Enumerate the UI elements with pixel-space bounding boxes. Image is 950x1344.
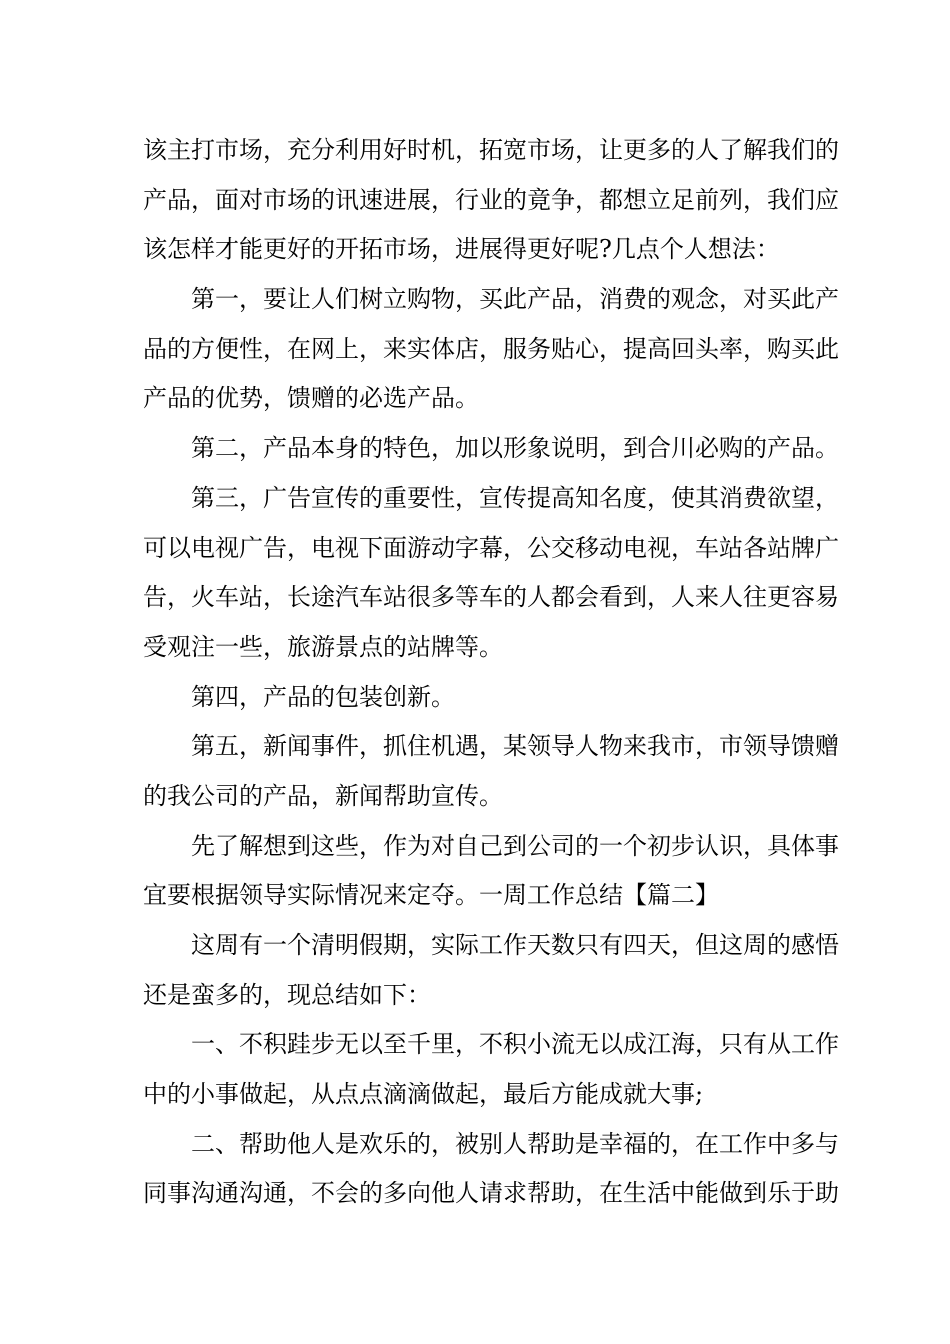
text-line: 第四，产品的包装创新。	[191, 682, 455, 711]
text-line: 同事沟通沟通，不会的多向他人请求帮助，在生活中能做到乐于助	[143, 1179, 839, 1208]
text-line: 该主打市场，充分利用好时机，拓宽市场，让更多的人了解我们的	[143, 136, 839, 164]
text-line: 先了解想到这些，作为对自己到公司的一个初步认识，具体事	[191, 831, 839, 860]
text-line: 产品，面对市场的讯速进展，行业的竟争，都想立足前列，我们应	[143, 185, 839, 214]
text-line: 可以电视广告，电视下面游动字幕，公交移动电视，车站各站牌广	[143, 533, 839, 562]
text-line: 二、帮助他人是欢乐的，被别人帮助是幸福的，在工作中多与	[191, 1129, 839, 1158]
text-line: 第一，要让人们树立购物，买此产品，消费的观念，对买此产	[191, 285, 839, 314]
document-body	[143, 126, 839, 1219]
text-line: 的我公司的产品，新闻帮助宣传。	[143, 781, 503, 810]
text-line: 品的方便性，在网上，来实体店，服务贴心，提高回头率，购买此	[143, 334, 839, 363]
text-line: 中的小事做起，从点点滴滴做起，最后方能成就大事;	[143, 1080, 704, 1109]
text-line: 第五，新闻事件，抓住机遇，某领导人物来我市，市领导馈赠	[191, 732, 839, 761]
text-line: 还是蛮多的，现总结如下：	[143, 980, 431, 1009]
text-line: 产品的优势，馈赠的必选产品。	[143, 384, 479, 413]
text-line: 第二，产品本身的特色，加以形象说明，到合川必购的产品。	[191, 434, 839, 463]
text-line: 该怎样才能更好的开拓市场，进展得更好呢?几点个人想法：	[143, 235, 780, 264]
text-line: 第三，广告宣传的重要性，宣传提高知名度，使其消费欲望，	[191, 483, 839, 512]
text-line: 受观注一些，旅游景点的站牌等。	[143, 632, 503, 661]
text-line: 这周有一个清明假期，实际工作天数只有四天，但这周的感悟	[191, 931, 839, 959]
text-line: 宜要根据领导实际情况来定夺。一周工作总结【篇二】	[143, 881, 719, 910]
text-line: 一、不积跬步无以至千里，不积小流无以成江海，只有从工作	[191, 1030, 839, 1059]
text-line: 告，火车站，长途汽车站很多等车的人都会看到，人来人往更容易	[143, 583, 839, 612]
